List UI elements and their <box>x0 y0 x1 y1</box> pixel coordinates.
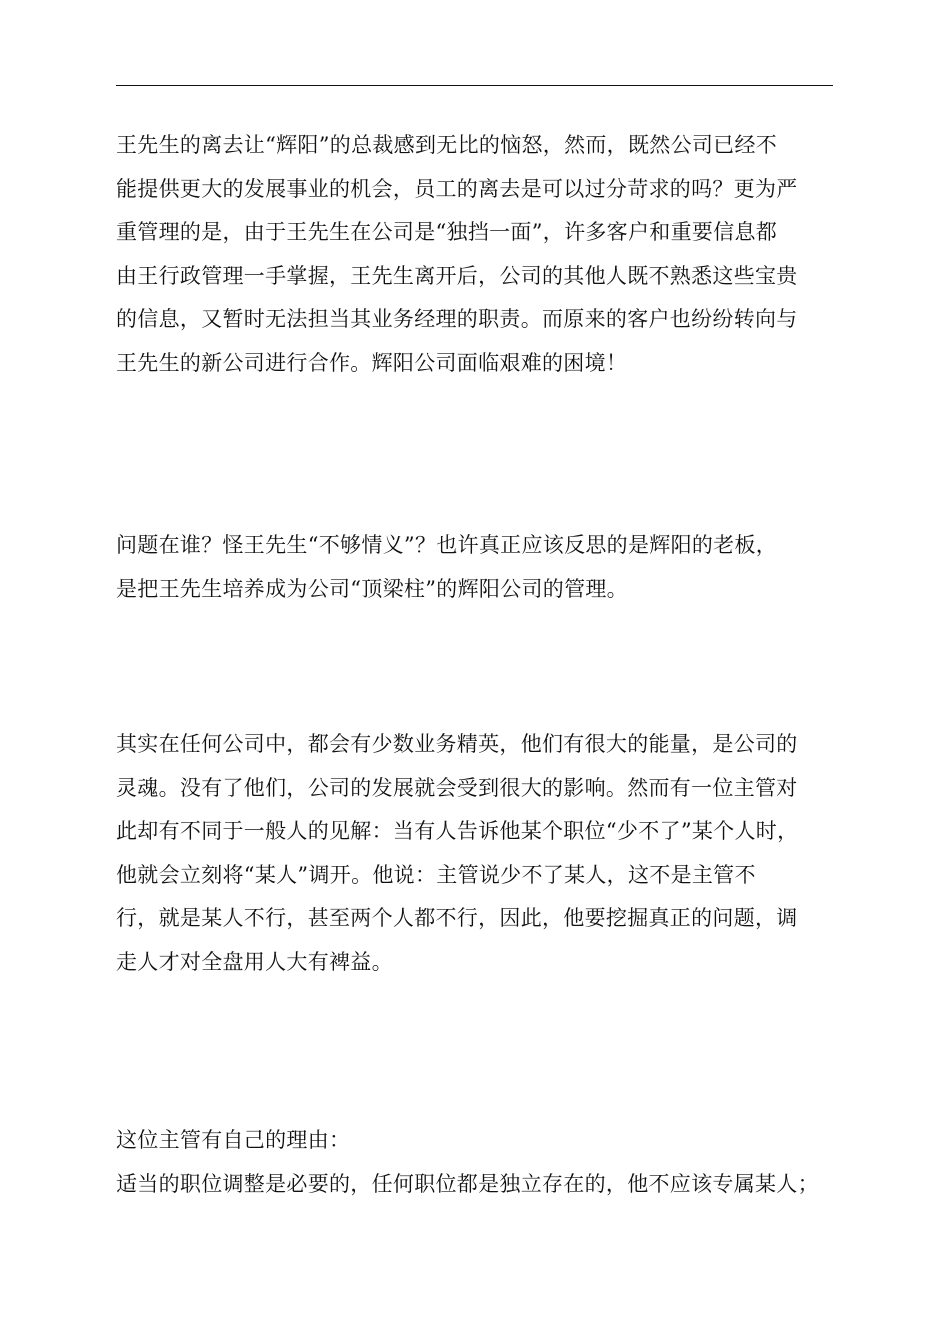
paragraph-1 <box>116 124 856 385</box>
paragraph-4 <box>116 1119 856 1206</box>
text-line: 问题在谁？怪王先生“不够情义”？也许真正应该反思的是辉阳的老板， <box>116 533 778 557</box>
text-line: 其实在任何公司中，都会有少数业务精英，他们有很大的能量，是公司的 <box>116 732 798 756</box>
text-line: 他就会立刻将“某人”调开。他说：主管说少不了某人，这不是主管不 <box>116 862 756 887</box>
header-rule <box>116 85 833 86</box>
text-line: 此却有不同于一般人的见解：当有人告诉他某个职位“少不了”某个人时， <box>116 819 799 843</box>
text-line: 是把王先生培养成为公司“顶梁柱”的辉阳公司的管理。 <box>116 576 628 601</box>
text-line: 这位主管有自己的理由： <box>116 1128 351 1152</box>
text-line: 行，就是某人不行，甚至两个人都不行，因此，他要挖掘真正的问题，调 <box>116 906 798 930</box>
text-line: 王先生的离去让“辉阳”的总裁感到无比的恼怒，然而，既然公司已经不 <box>116 133 778 157</box>
text-line: 重管理的是，由于王先生在公司是“独挡一面”，许多客户和重要信息都 <box>116 220 778 244</box>
paragraph-3 <box>116 723 856 984</box>
text-line: 的信息，又暂时无法担当其业务经理的职责。而原来的客户也纷纷转向与 <box>116 307 798 331</box>
paragraph-2 <box>116 524 856 611</box>
text-line: 由王行政管理一手掌握，王先生离开后，公司的其他人既不熟悉这些宝贵 <box>116 263 798 288</box>
text-line: 走人才对全盘用人大有裨益。 <box>116 949 393 974</box>
text-line: 能提供更大的发展事业的机会，员工的离去是可以过分苛求的吗？更为严 <box>116 176 798 201</box>
text-line: 灵魂。没有了他们，公司的发展就会受到很大的影响。然而有一位主管对 <box>116 775 798 800</box>
text-line: 适当的职位调整是必要的，任何职位都是独立存在的，他不应该专属某人； <box>116 1171 819 1196</box>
text-line: 王先生的新公司进行合作。辉阳公司面临艰难的困境！ <box>116 350 628 375</box>
